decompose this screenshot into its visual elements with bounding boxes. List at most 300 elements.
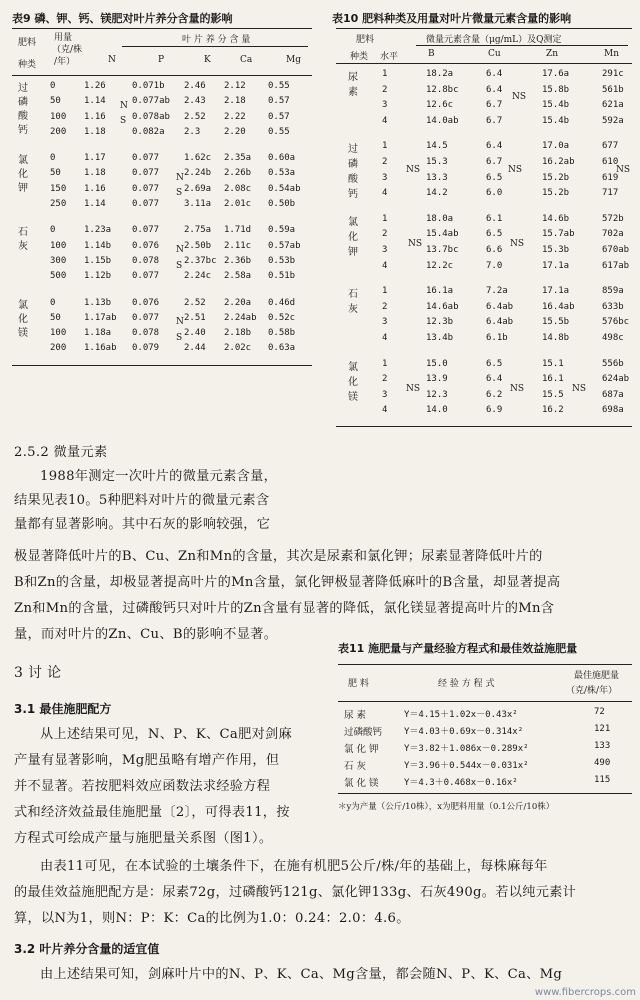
t9-cell: 500 (50, 271, 67, 282)
section-3-1-heading: 3.1 最佳施肥配方 (14, 702, 112, 716)
t10-col-mn: Mn (604, 49, 620, 59)
t10-cell: 2 (382, 301, 388, 312)
t10-cell: 14.6ab (426, 301, 459, 312)
t9-col-p: P (158, 55, 165, 65)
t10-ns-mark: NS (510, 238, 525, 249)
t10-cell: 6.7 (486, 156, 503, 167)
t10-cell: 592a (602, 115, 624, 126)
t11-equation: Y＝4.3＋0.468x－0.16x² (404, 778, 518, 788)
t9-cell: 2.3 (184, 126, 201, 137)
t10-col-cu: Cu (488, 49, 501, 59)
t9-cell: 2.50b (184, 240, 212, 251)
t10-cell: 14.6b (542, 213, 570, 224)
t9-cell: 1.18 (84, 126, 106, 137)
sec3-para3: 由上述结果可知，剑麻叶片中的N、P、K、Ca、Mg含量，都会随N、P、K、Ca、Mg (40, 967, 563, 982)
t9-cell: 0.46d (268, 297, 296, 308)
t10-cell: 610 (602, 156, 619, 167)
t10-cell: 1 (382, 141, 388, 152)
t10-cell: 3 (382, 244, 388, 255)
t9-cell: 0.076 (132, 297, 160, 308)
t10-cell: 16.2ab (542, 156, 575, 167)
t10-cell: 1 (382, 69, 388, 79)
t11-opt: 72 (594, 707, 605, 717)
t10-cell: 3 (382, 100, 388, 111)
t9-cell: 1.15b (84, 255, 112, 266)
t10-cell: 556b (602, 358, 624, 369)
t11-equation: Y＝3.82＋1.086x－0.289x² (404, 744, 529, 754)
t11-fert: 石 灰 (344, 761, 367, 772)
t10-cell: 15.0 (426, 358, 448, 369)
t9-cell: 0.079 (132, 343, 160, 354)
t9-cell: 0.55 (268, 81, 290, 91)
t9-cell: 1.18a (84, 328, 112, 339)
t9-cell: 50 (50, 96, 61, 107)
t11-row (338, 773, 632, 790)
t9-cell: 2.02c (224, 343, 252, 354)
t9-cell: 0.077ab (132, 96, 170, 107)
t9-cell: 0.59a (268, 225, 296, 236)
t11-opt: 133 (594, 741, 611, 751)
sec252-full-4: 量，而对叶片的Zn、Cu、B的影响不显著。 (14, 627, 278, 642)
t9-ns-mark: S (120, 116, 127, 127)
sec252-line-2: 结果见表10。5种肥料对叶片的微量元素含 (14, 493, 270, 508)
t10-cell: 6.9 (486, 405, 503, 416)
t9-cell: 1.16 (84, 111, 106, 122)
t9-cell: 2.51 (184, 312, 206, 323)
t9-cell: 2.37bc (184, 255, 217, 266)
t10-cell: 6.4 (486, 84, 503, 95)
t10-cell: 14.8b (542, 332, 570, 343)
t10-cell: 702a (602, 229, 624, 240)
t10-cell: 12.6c (426, 100, 454, 111)
t9-cell: 0.078ab (132, 111, 170, 122)
t9-cell: 0.57 (268, 96, 290, 107)
t9-cell: 0.63a (268, 343, 296, 354)
t10-cell: 698a (602, 405, 624, 416)
t10-cell: 7.0 (486, 260, 503, 271)
t9-head-group: 叶 片 养 分 含 量 (182, 35, 251, 45)
t9-col-k: K (204, 55, 211, 65)
sec3-para2-line-3: 算，以N为1，则N：P：K：Ca的比例为1.0：0.24：2.0：4.6。 (14, 911, 410, 926)
t9-col-n: N (108, 55, 116, 65)
t9-cell: 1.17ab (84, 312, 117, 323)
t11-fert: 过磷酸钙 (344, 727, 383, 738)
t11-fert: 氯 化 镁 (344, 778, 379, 789)
t9-cell: 0.50b (268, 199, 296, 210)
section-3-2-heading: 3.2 叶片养分含量的适宜值 (14, 942, 160, 956)
t9-ns-mark: S (176, 332, 183, 343)
t10-group-name: 过磷酸钙 (348, 144, 358, 201)
t9-cell: 0.071b (132, 81, 165, 91)
t9-cell: 2.69a (184, 183, 212, 194)
t9-cell: 150 (50, 183, 67, 194)
t10-cell: 4 (382, 188, 388, 199)
t9-head-dose-1: 用量 (54, 33, 73, 43)
t9-cell: 2.52 (184, 297, 206, 308)
t9-cell: 250 (50, 199, 67, 210)
t9-cell: 0.076 (132, 240, 160, 251)
t10-cell: 2 (382, 156, 388, 167)
t10-group (336, 354, 632, 426)
t9-cell: 2.24b (184, 168, 212, 179)
sec252-full-3: Zn和Mn的含量，过磷酸钙只对叶片的Zn含量有显著的降低，氯化镁显著提高叶片的Mn含 (14, 601, 555, 616)
t9-cell: 2.18b (224, 328, 252, 339)
t9-cell: 0.077 (132, 183, 160, 194)
t10-cell: 1 (382, 286, 388, 297)
section-2-5-2-heading: 2.5.2 微量元素 (14, 445, 108, 460)
t10-cell: 6.1b (486, 332, 508, 343)
t9-cell: 1.71d (224, 225, 252, 236)
t9-cell: 100 (50, 111, 67, 122)
t9-cell: 0.58b (268, 328, 296, 339)
t9-ns-mark: N (176, 245, 184, 256)
t10-ns-mark: NS (406, 383, 421, 394)
t9-cell: 2.36b (224, 255, 252, 266)
t10-head-kind: 种类 (350, 52, 369, 62)
t10-ns-mark: NS (508, 164, 523, 175)
t10-cell: 3 (382, 389, 388, 400)
t10-cell: 15.2b (542, 172, 570, 183)
t10-cell: 617ab (602, 260, 630, 271)
t9-group-name: 石灰 (18, 227, 28, 253)
t11-opt: 490 (594, 758, 611, 768)
t11-row (338, 756, 632, 773)
t9-cell: 1.14 (84, 96, 106, 107)
t9-cell: 2.24ab (224, 312, 257, 323)
t10-cell: 15.7ab (542, 229, 575, 240)
t9-cell: 0.54ab (268, 183, 301, 194)
t9-cell: 2.01c (224, 199, 252, 210)
table9 (12, 28, 312, 366)
t10-ns-mark: NS (572, 383, 587, 394)
t9-cell: 0 (50, 81, 56, 91)
t9-cell: 1.12b (84, 271, 112, 282)
table10 (336, 28, 632, 427)
t10-cell: 6.7 (486, 100, 503, 111)
t10-cell: 6.5 (486, 358, 503, 369)
t10-cell: 6.4 (486, 141, 503, 152)
t10-cell: 859a (602, 286, 624, 297)
t9-cell: 2.26b (224, 168, 252, 179)
table10-header (336, 29, 632, 63)
t11-fert: 氯 化 钾 (344, 744, 379, 755)
t9-ns-mark: N (176, 173, 184, 184)
t10-cell: 15.5 (542, 389, 564, 400)
t10-cell: 12.2c (426, 260, 454, 271)
t10-cell: 677 (602, 141, 619, 152)
t9-cell: 0.52c (268, 312, 296, 323)
table11 (338, 664, 632, 812)
t10-ns-mark: NS (616, 164, 631, 175)
t10-cell: 14.5 (426, 141, 448, 152)
table10-caption: 表10 肥料种类及用量对叶片微量元素含量的影响 (332, 12, 572, 25)
t9-group-name: 过磷酸钙 (18, 83, 28, 136)
t10-cell: 14.0 (426, 405, 448, 416)
t10-head-level: 水平 (380, 52, 399, 62)
t9-cell: 0.53a (268, 168, 296, 179)
t9-group-name: 氯化镁 (18, 299, 28, 339)
t10-cell: 1 (382, 213, 388, 224)
sec252-line-3: 量都有显著影响。其中石灰的影响较强，它 (14, 517, 271, 532)
t9-group (12, 220, 312, 292)
t9-cell: 0 (50, 297, 56, 308)
t10-group-name: 尿素 (348, 72, 358, 98)
t9-head-dose-3: /年） (54, 57, 76, 67)
t9-col-mg: Mg (286, 55, 301, 65)
t9-cell: 2.52 (184, 111, 206, 122)
t10-cell: 6.4ab (486, 317, 514, 328)
t10-cell: 12.3b (426, 317, 454, 328)
t10-ns-mark: NS (512, 92, 527, 103)
t10-cell: 6.7 (486, 115, 503, 126)
section-3-heading: 3 讨 论 (14, 665, 62, 681)
t9-group (12, 293, 312, 365)
table11-footnote: ＊y为产量（公斤/10株），x为肥料用量（0.1公斤/10株） (338, 802, 555, 812)
t11-fert: 尿 素 (344, 710, 367, 721)
t10-cell: 6.6 (486, 244, 503, 255)
t9-cell: 2.46 (184, 81, 206, 91)
t9-cell: 0.51b (268, 271, 296, 282)
t9-cell: 2.12 (224, 81, 246, 91)
t9-cell: 1.16ab (84, 343, 117, 354)
sec3-para2-line-1: 由表11可见，在本试验的土壤条件下，在施有机肥5公斤/株/年的基础上，每株麻每年 (40, 859, 548, 874)
t9-cell: 200 (50, 343, 67, 354)
t9-cell: 2.75a (184, 225, 212, 236)
t9-cell: 2.22 (224, 111, 246, 122)
t9-cell: 300 (50, 255, 67, 266)
t10-group-name: 石灰 (348, 289, 358, 316)
t9-group (12, 76, 312, 148)
t10-cell: 13.7bc (426, 244, 459, 255)
t9-cell: 50 (50, 312, 61, 323)
t9-cell: 2.40 (184, 328, 206, 339)
t11-head-opt-1: 最佳施肥量 (574, 671, 620, 681)
t10-cell: 1 (382, 358, 388, 369)
t10-group-name: 氯化镁 (348, 361, 358, 403)
t10-cell: 4 (382, 332, 388, 343)
t9-cell: 2.18 (224, 96, 246, 107)
t10-cell: 3 (382, 172, 388, 183)
t10-cell: 6.5 (486, 229, 503, 240)
t9-cell: 2.08c (224, 183, 252, 194)
t9-ns-mark: S (176, 260, 183, 271)
t9-cell: 2.24c (184, 271, 212, 282)
t11-row (338, 739, 632, 756)
t9-cell: 0 (50, 225, 56, 236)
t9-head-kind: 种类 (18, 60, 37, 70)
t10-cell: 17.1a (542, 286, 570, 297)
t10-cell: 15.4b (542, 100, 570, 111)
t10-ns-mark: NS (408, 238, 423, 249)
table11-body (338, 702, 632, 793)
table10-body (336, 64, 632, 426)
t9-cell: 3.11a (184, 199, 212, 210)
t9-group (12, 148, 312, 220)
t9-cell: 0.57ab (268, 240, 301, 251)
t9-cell: 0.082a (132, 126, 165, 137)
t10-cell: 15.8b (542, 84, 570, 95)
t9-cell: 0.077 (132, 225, 160, 236)
t10-cell: 2 (382, 374, 388, 385)
t9-cell: 0 (50, 153, 56, 164)
t9-cell: 0.57 (268, 111, 290, 122)
t10-cell: 13.3 (426, 172, 448, 183)
t10-cell: 15.3 (426, 156, 448, 167)
t9-cell: 0.077 (132, 199, 160, 210)
sec3-para1-line-5: 方程式可绘成产量与施肥量关系图（图1）。 (14, 831, 273, 846)
t9-ns-mark: N (120, 100, 128, 111)
t10-cell: 13.4b (426, 332, 454, 343)
t11-opt: 121 (594, 724, 611, 734)
t9-cell: 0.53b (268, 255, 296, 266)
t9-cell: 0.077 (132, 168, 160, 179)
t9-head-dose-2: （克/株 (52, 45, 83, 55)
t10-cell: 687a (602, 389, 624, 400)
t10-head-group: 微量元素含量（μg/mL）及Q测定 (426, 35, 562, 45)
t10-cell: 7.2a (486, 286, 508, 297)
table11-header (338, 665, 632, 701)
t9-cell: 0.077 (132, 153, 160, 164)
t9-cell: 2.58a (224, 271, 252, 282)
t10-group (336, 136, 632, 208)
t10-cell: 6.0 (486, 188, 503, 199)
t10-cell: 633b (602, 301, 624, 312)
t10-head-fert: 肥料 (356, 35, 375, 45)
table11-caption: 表11 施肥量与产量经验方程式和最佳效益施肥量 (338, 642, 578, 655)
t9-cell: 0.077 (132, 271, 160, 282)
t10-cell: 16.1a (426, 286, 454, 297)
t10-cell: 14.0ab (426, 115, 459, 126)
t10-ns-mark: NS (406, 164, 421, 175)
t10-cell: 12.8bc (426, 84, 459, 95)
sec3-para2-line-2: 的最佳效益施肥配方是：尿素72g，过磷酸钙121g、氯化钾133g、石灰490g。若以纯元素计 (14, 885, 577, 900)
t10-cell: 2 (382, 229, 388, 240)
t9-cell: 1.14 (84, 199, 106, 210)
sec3-para1-line-4: 式和经济效益最佳施肥量〔2〕，可得表11，按 (14, 805, 290, 820)
t10-cell: 6.4 (486, 374, 503, 385)
t11-head-opt-2: （克/株/年） (566, 686, 618, 696)
t9-cell: 1.23a (84, 225, 112, 236)
t10-cell: 17.0a (542, 141, 570, 152)
t10-group (336, 209, 632, 281)
sec252-full-1: 极显著降低叶片的B、Cu、Zn和Mn的含量，其次是尿素和氯化钾；尿素显著降低叶片的 (14, 549, 543, 564)
t10-cell: 4 (382, 115, 388, 126)
t10-group-name: 氯化钾 (348, 216, 358, 258)
t9-cell: 2.20a (224, 297, 252, 308)
sec252-full-2: B和Zn的含量，却极显著提高叶片的Mn含量，氯化钾极显著降低麻叶的B含量，却显著提高 (14, 575, 561, 590)
t9-ns-mark: N (176, 317, 184, 328)
t10-cell: 6.2 (486, 389, 503, 400)
t9-cell: 1.17 (84, 153, 106, 164)
t11-equation: Y＝3.96＋0.544x－0.031x² (404, 761, 529, 771)
t10-cell: 16.1 (542, 374, 564, 385)
t10-cell: 4 (382, 405, 388, 416)
t10-cell: 624ab (602, 374, 630, 385)
t9-cell: 2.43 (184, 96, 206, 107)
t10-cell: 18.0a (426, 213, 454, 224)
t10-cell: 572b (602, 213, 624, 224)
t10-cell: 12.3 (426, 389, 448, 400)
t10-cell: 18.2a (426, 69, 454, 79)
t9-col-ca: Ca (240, 55, 253, 65)
t10-ns-mark: NS (510, 383, 525, 394)
t10-cell: 15.5b (542, 317, 570, 328)
t10-cell: 16.2 (542, 405, 564, 416)
t10-cell: 6.1 (486, 213, 503, 224)
t9-cell: 0.077 (132, 312, 160, 323)
t9-cell: 100 (50, 328, 67, 339)
t10-cell: 2 (382, 84, 388, 95)
t10-cell: 576bc (602, 317, 630, 328)
sec3-para1-line-1: 从上述结果可见，N、P、K、Ca肥对剑麻 (40, 727, 293, 742)
t10-cell: 15.3b (542, 244, 570, 255)
t10-cell: 6.4 (486, 69, 503, 79)
t10-cell: 561b (602, 84, 624, 95)
t9-cell: 1.18 (84, 168, 106, 179)
t10-cell: 13.9 (426, 374, 448, 385)
sec3-para1-line-2: 产量有显著影响，Mg肥虽略有增产作用，但 (14, 753, 280, 768)
t10-cell: 3 (382, 317, 388, 328)
table9-caption: 表9 磷、钾、钙、镁肥对叶片养分含量的影响 (12, 12, 233, 25)
t9-cell: 1.14b (84, 240, 112, 251)
t9-cell: 2.11c (224, 240, 252, 251)
t9-cell: 1.26 (84, 81, 106, 91)
t9-cell: 2.20 (224, 126, 246, 137)
t10-cell: 16.4ab (542, 301, 575, 312)
t10-cell: 291c (602, 69, 624, 79)
t9-cell: 1.13b (84, 297, 112, 308)
t11-row (338, 722, 632, 739)
t10-cell: 15.4b (542, 115, 570, 126)
t10-cell: 6.4ab (486, 301, 514, 312)
t9-cell: 0.078 (132, 255, 160, 266)
t11-equation: Y＝4.15＋1.02x－0.43x² (404, 710, 518, 720)
t10-cell: 15.1 (542, 358, 564, 369)
t11-head-fert: 肥 料 (348, 679, 369, 689)
t10-cell: 4 (382, 260, 388, 271)
t11-head-eq: 经 验 方 程 式 (438, 679, 495, 689)
t9-cell: 100 (50, 240, 67, 251)
t10-group (336, 281, 632, 353)
t11-equation: Y＝4.03＋0.69x－0.314x² (404, 727, 524, 737)
sec252-line-1: 1988年测定一次叶片的微量元素含量， (40, 469, 278, 484)
t9-cell: 0.60a (268, 153, 296, 164)
t10-cell: 6.5 (486, 172, 503, 183)
t9-cell: 200 (50, 126, 67, 137)
table9-body (12, 76, 312, 365)
t9-group-name: 氯化钾 (18, 155, 28, 195)
t9-cell: 1.16 (84, 183, 106, 194)
t9-cell: 2.35a (224, 153, 252, 164)
t9-head-fert: 肥料 (18, 38, 37, 48)
t10-cell: 14.2 (426, 188, 448, 199)
t10-cell: 670ab (602, 244, 630, 255)
t9-cell: 50 (50, 168, 61, 179)
t10-cell: 621a (602, 100, 624, 111)
table9-header (12, 29, 312, 75)
t11-opt: 115 (594, 775, 611, 785)
sec3-para1-line-3: 并不显著。若按肥料效应函数法求经验方程 (14, 779, 271, 794)
t10-cell: 17.6a (542, 69, 570, 79)
t9-cell: 0.55 (268, 126, 290, 137)
t10-cell: 17.1a (542, 260, 570, 271)
t9-ns-mark: S (176, 188, 183, 199)
t10-cell: 15.4ab (426, 229, 459, 240)
t9-cell: 0.078 (132, 328, 160, 339)
t10-group (336, 64, 632, 136)
watermark: www.fibercrops.com (534, 987, 636, 998)
t11-row (338, 705, 632, 722)
